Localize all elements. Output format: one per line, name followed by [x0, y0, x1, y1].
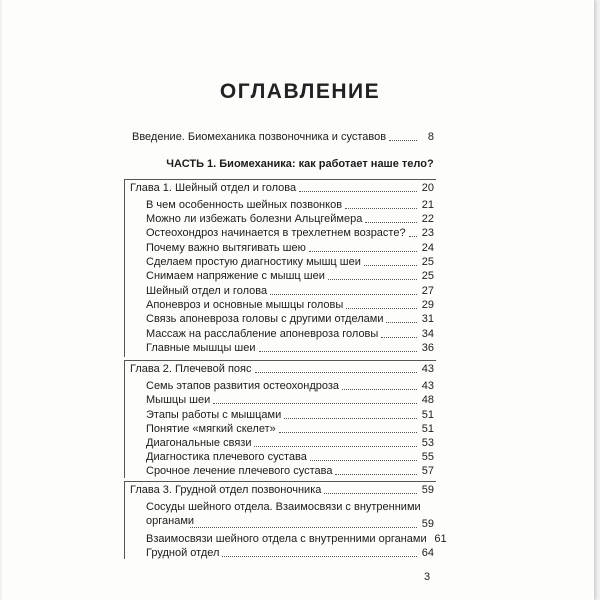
chapter-divider [124, 179, 436, 180]
dot-leader [213, 402, 417, 404]
toc-section[interactable] [146, 394, 434, 407]
toc-section-label: Сделаем простую диагностику мышц шеи [146, 256, 361, 268]
toc-section[interactable] [146, 451, 434, 464]
toc-section-page: 25 [421, 256, 434, 268]
toc-chapter-label: Глава 3. Грудной отдел позвоночника [130, 484, 322, 496]
dot-leader [364, 264, 417, 266]
part-heading: ЧАСТЬ 1. Биомеханика: как работает наше тело? [166, 158, 434, 170]
toc-section[interactable] [146, 547, 434, 560]
page-number: 3 [424, 571, 431, 583]
dot-leader [386, 321, 417, 323]
page-title: ОГЛАВЛЕНИЕ [219, 80, 381, 103]
dot-leader [409, 235, 417, 237]
toc-section-label: Связь апоневроза головы с другими отделами [146, 313, 384, 325]
dot-leader [309, 250, 417, 252]
toc-section-label: Апоневроз и основные мышцы головы [146, 299, 344, 311]
toc-chapter-2[interactable] [130, 363, 434, 376]
toc-section[interactable] [146, 256, 434, 269]
toc-section[interactable] [146, 342, 434, 355]
toc-chapter-page: 59 [421, 484, 434, 496]
chapter-divider [124, 360, 436, 361]
toc-entry-intro[interactable] [132, 131, 434, 144]
toc-section[interactable] [146, 409, 434, 422]
toc-section-continuation [146, 518, 434, 531]
toc-section-label: Взаимосвязи шейного отдела с внутренними органами [146, 533, 427, 545]
dot-leader [284, 417, 417, 419]
toc-section[interactable] [146, 328, 434, 341]
toc-section-label: В чем особенность шейных позвонков [146, 199, 343, 211]
toc-section-label: Срочное лечение плечевого сустава [146, 465, 333, 477]
toc-section-label: Диагностика плечевого сустава [146, 451, 307, 463]
dot-leader [342, 388, 417, 390]
toc-section-label: Снимаем напряжение с мышц шеи [146, 270, 325, 282]
toc-section-label: Можно ли избежать болезни Альцгеймера [146, 213, 363, 225]
dot-leader [259, 350, 417, 352]
toc-section-label: Понятие «мягкий скелет» [146, 423, 276, 435]
section-bracket [124, 481, 125, 559]
toc-section-page: 24 [421, 242, 434, 254]
toc-chapter-page: 43 [421, 363, 434, 375]
toc-section-label: Шейный отдел и голова [146, 285, 268, 297]
toc-section-label: Семь этапов развития остеохондроза [146, 380, 340, 392]
dot-leader [222, 555, 417, 557]
toc-section-label: Массаж на расслабление апоневроза головы [146, 328, 379, 340]
dot-leader [335, 473, 417, 475]
dot-leader [254, 445, 417, 447]
toc-section-label: Главные мышцы шеи [146, 342, 256, 354]
toc-section[interactable] [146, 380, 434, 393]
toc-section[interactable] [146, 437, 434, 450]
toc-section-label: Сосуды шейного отдела. Взаимосвязи с внутренними органами [146, 501, 421, 527]
dot-leader [328, 278, 417, 280]
toc-chapter-page: 20 [421, 182, 434, 194]
toc-section-page: 29 [421, 299, 434, 311]
toc-section[interactable] [146, 299, 434, 312]
dot-leader [310, 459, 417, 461]
dot-leader [190, 526, 417, 528]
toc-section-page: 48 [421, 394, 434, 406]
toc-section[interactable] [146, 533, 447, 546]
toc-section-page: 57 [421, 465, 434, 477]
toc-section-page: 25 [421, 270, 434, 282]
toc-section-label: Диагональные связи [146, 437, 252, 449]
dot-leader [299, 190, 417, 192]
toc-section[interactable] [146, 423, 434, 436]
toc-section-label: Почему важно вытягивать шею [146, 242, 306, 254]
toc-section-label: Грудной отдел [146, 547, 220, 559]
toc-section-page: 53 [421, 437, 434, 449]
dot-leader [346, 307, 417, 309]
toc-section-page: 55 [421, 451, 434, 463]
toc-section[interactable] [146, 242, 434, 255]
toc-section[interactable] [146, 313, 434, 326]
toc-section[interactable] [146, 285, 434, 298]
section-bracket [124, 360, 125, 478]
toc-entry-label: Введение. Биомеханика позвоночника и суставов [132, 131, 387, 143]
dot-leader [255, 371, 418, 373]
toc-section-page: 61 [434, 533, 447, 545]
toc-section-page: 51 [421, 409, 434, 421]
toc-section[interactable] [146, 199, 434, 212]
toc-chapter-1[interactable] [130, 182, 434, 195]
toc-section-label: Остеохондроз начинается в трехлетнем возрасте? [146, 227, 406, 239]
toc-section-page: 27 [421, 285, 434, 297]
toc-section-page: 51 [421, 423, 434, 435]
dot-leader [365, 221, 417, 223]
dot-leader [324, 492, 417, 494]
toc-section[interactable] [146, 227, 434, 240]
toc-section-page: 22 [421, 213, 434, 225]
toc-section-page: 31 [421, 313, 434, 325]
toc-section-page: 21 [421, 199, 434, 211]
toc-chapter-label: Глава 2. Плечевой пояс [130, 363, 252, 375]
toc-section-page: 64 [421, 547, 434, 559]
toc-section-page: 59 [421, 518, 434, 530]
toc-section-page: 23 [421, 227, 434, 239]
chapter-divider [124, 481, 436, 482]
toc-section-label: Мышцы шеи [146, 394, 211, 406]
toc-chapter-label: Глава 1. Шейный отдел и голова [130, 182, 297, 194]
toc-chapter-3[interactable] [130, 484, 434, 497]
toc-section-label: Этапы работы с мышцами [146, 409, 282, 421]
toc-entry-page: 8 [427, 131, 434, 143]
dot-leader [381, 336, 417, 338]
toc-section[interactable] [146, 213, 434, 226]
dot-leader [279, 431, 417, 433]
toc-section-page: 36 [421, 342, 434, 354]
toc-section[interactable] [146, 270, 434, 283]
dot-leader [270, 293, 417, 295]
toc-section-page: 34 [421, 328, 434, 340]
toc-section-page: 43 [421, 380, 434, 392]
section-bracket [124, 179, 125, 357]
toc-section[interactable] [146, 465, 434, 478]
dot-leader [389, 139, 417, 141]
dot-leader [345, 207, 417, 209]
